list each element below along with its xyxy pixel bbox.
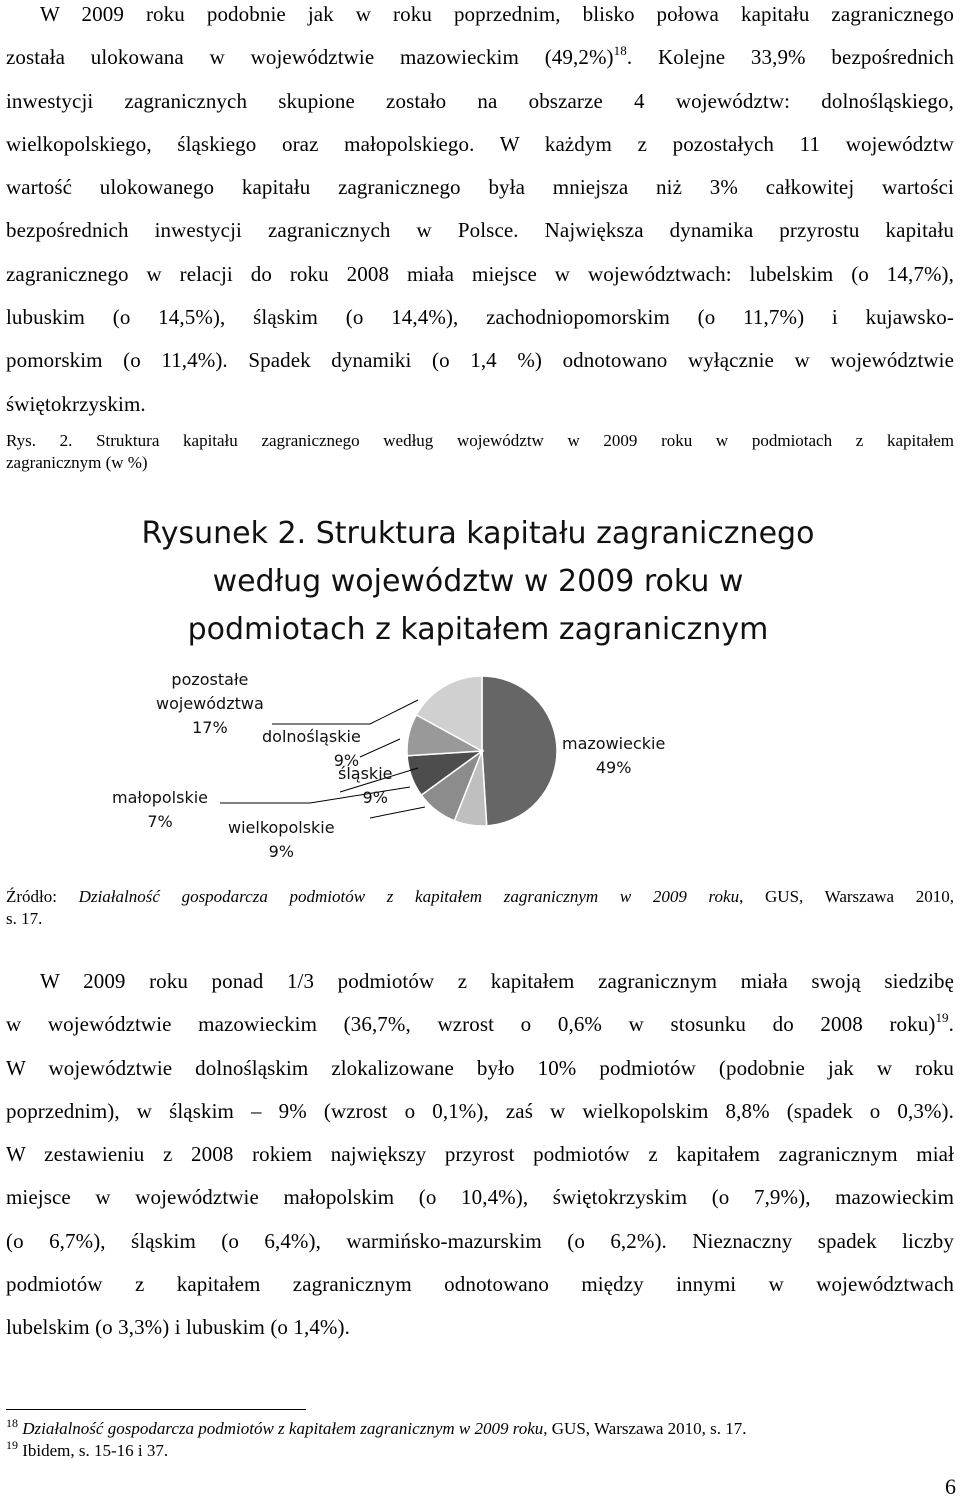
caption-line: zagranicznym (w %) <box>6 453 148 472</box>
source-line: Źródło: Działalność gospodarcza podmiotów z kapitałem zagranicznym w 2009 roku, GUS, Warszawa 2010, <box>6 887 954 906</box>
label-slaskie: śląskie 9% <box>338 764 393 807</box>
footnotes <box>6 1418 954 1462</box>
text-line: podmiotów z kapitałem zagranicznym odnotowano między innymi w województwach <box>6 1272 954 1297</box>
text-line: bezpośrednich inwestycji zagranicznych w Polsce. Największa dynamika przyrostu kapitału <box>6 218 954 243</box>
footnote-separator <box>6 1409 306 1410</box>
leader-line <box>360 739 400 757</box>
label-pozostale: pozostałe województwa 17% <box>156 670 264 737</box>
text-line: poprzednim), w śląskim – 9% (wzrost o 0,1%), zaś w wielkopolskim 8,8% (spadek o 0,3%). <box>6 1098 954 1123</box>
label-dolnoslaskie: dolnośląskie 9% <box>262 727 361 770</box>
text-line: W 2009 roku ponad 1/3 podmiotów z kapitałem zagranicznym miała swoją siedzibę <box>40 969 954 993</box>
text-line: świętokrzyskim. <box>6 391 146 416</box>
chart-title-line: podmiotach z kapitałem zagranicznym <box>187 612 769 647</box>
pie-slice-mazowieckie <box>482 676 557 826</box>
figure-source <box>6 886 954 930</box>
footnote-ref[interactable]: 19 <box>935 1010 949 1026</box>
text-line: lubuskim (o 14,5%), śląskim (o 14,4%), zachodniopomorskim (o 11,7%) i kujawsko- <box>6 305 954 330</box>
text-line: została ulokowana w województwie mazowieckim $(49,2\%)^{18}$. Kolejne 33,9% bezpośrednich <box>6 43 954 70</box>
label-wielkopolskie: wielkopolskie 9% <box>228 818 335 861</box>
text-line: zagranicznego w relacji do roku 2008 miała miejsce w województwach: lubelskim (o 14,7%), <box>6 261 954 286</box>
chart-title-line: Rysunek 2. Struktura kapitału zagranicznego <box>141 516 815 551</box>
text-line: W zestawieniu z 2008 rokiem największy przyrost podmiotów z kapitałem zagranicznym miał <box>6 1142 954 1167</box>
paragraph-1 <box>6 0 954 426</box>
page-number: 6 <box>945 1474 956 1499</box>
text-line: W województwie dolnośląskim zlokalizowane było 10% podmiotów (podobnie jak w roku <box>6 1055 954 1080</box>
footnote: $^{19}$ Ibidem, s. 15-16 i 37. <box>6 1438 169 1460</box>
source-line: s. 17. <box>6 909 43 928</box>
paragraph-2 <box>6 960 954 1350</box>
leader-line <box>272 700 418 724</box>
pie-chart <box>100 492 856 872</box>
figure-caption <box>6 430 954 474</box>
text-line: pomorskim (o 11,4%). Spadek dynamiki (o 1,4 %) odnotowano wyłącznie w województwie <box>6 348 954 373</box>
text-line: lubelskim (o 3,3%) i lubuskim (o 1,4%). <box>6 1315 350 1340</box>
caption-line: Rys. 2. Struktura kapitału zagranicznego według województw w 2009 roku w podmiotach z kapitałem <box>6 431 954 450</box>
footnote-ref[interactable]: 18 <box>613 43 627 59</box>
text-line: w województwie mazowieckim (36,7%, wzrost o 0,6% w stosunku do 2008 roku)$^{19}$. <box>6 1010 954 1037</box>
text-line: wielkopolskiego, śląskiego oraz małopolskiego. W każdym z pozostałych 11 województw <box>6 131 954 156</box>
text-line: (o 6,7%), śląskim (o 6,4%), warmińsko-mazurskim (o 6,2%). Nieznaczny spadek liczby <box>6 1228 954 1253</box>
source-title: Działalność gospodarcza podmiotów z kapitałem zagranicznym w 2009 roku <box>78 887 740 906</box>
text-line: wartość ulokowanego kapitału zagranicznego była mniejsza niż 3% całkowitej wartości <box>6 175 954 200</box>
text-line: miejsce w województwie małopolskim (o 10,4%), świętokrzyskim (o 7,9%), mazowieckim <box>6 1185 954 1210</box>
label-malopolskie: małopolskie 7% <box>112 788 209 831</box>
label-mazowieckie: mazowieckie 49% <box>562 734 666 777</box>
chart-title-line: według województw w 2009 roku w <box>212 564 744 599</box>
text-line: W 2009 roku podobnie jak w roku poprzednim, blisko połowa kapitału zagranicznego <box>40 2 954 26</box>
footnote: $^{18}$ Działalność gospodarcza podmiotów z kapitałem zagranicznym w 2009 roku, GUS, Warszawa 2010, s. 17. <box>6 1416 747 1438</box>
text-line: inwestycji zagranicznych skupione zostało na obszarze 4 województw: dolnośląskiego, <box>6 88 954 113</box>
